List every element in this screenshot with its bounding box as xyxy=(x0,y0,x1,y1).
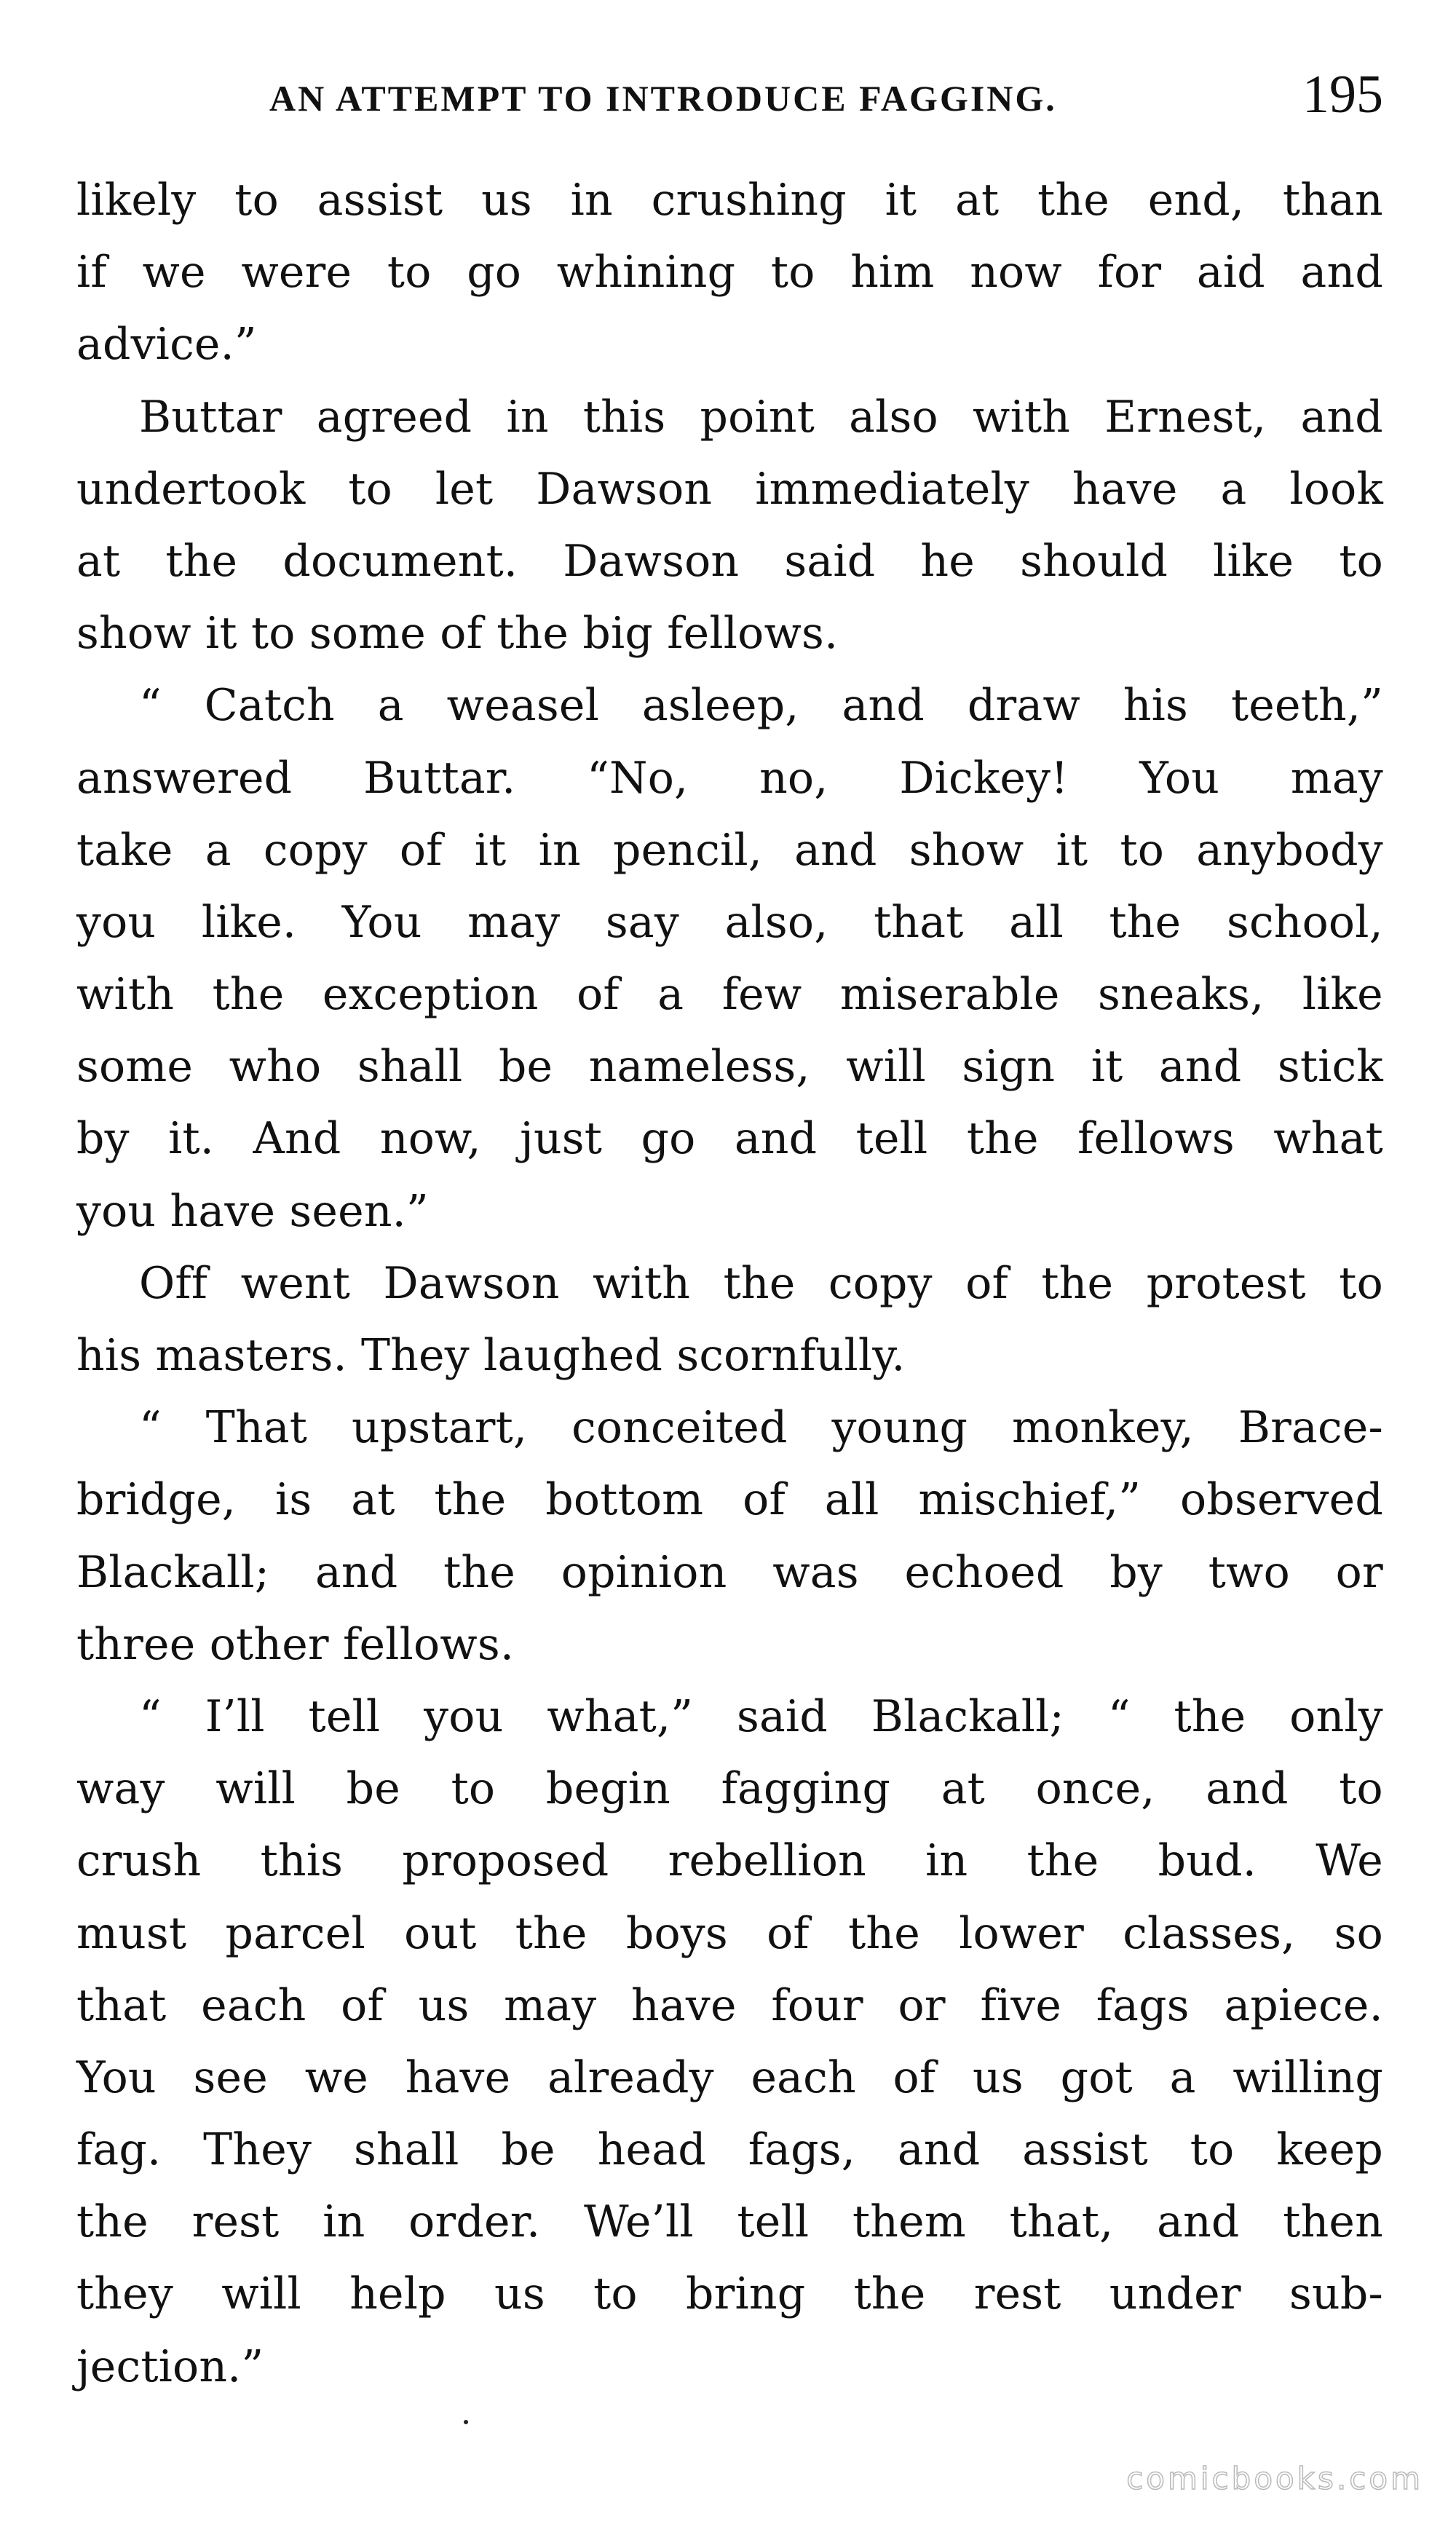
word: Buttar. xyxy=(363,752,516,804)
word: upstart, xyxy=(351,1402,528,1454)
word: at xyxy=(955,175,1000,226)
word: out xyxy=(404,1907,477,1959)
word: by xyxy=(1109,1546,1163,1598)
word: the xyxy=(212,969,285,1021)
word: each xyxy=(751,2052,856,2103)
word: what,” xyxy=(547,1690,694,1742)
word: may xyxy=(467,896,561,948)
word: bridge, xyxy=(76,1474,237,1526)
text-line xyxy=(76,887,1383,959)
word: Blackall; xyxy=(871,1690,1064,1742)
word: mischief,” xyxy=(918,1474,1142,1526)
word: may xyxy=(1290,752,1383,804)
word: he xyxy=(920,535,975,587)
word: be xyxy=(498,1041,553,1093)
word: with xyxy=(973,391,1071,443)
text-line xyxy=(76,1537,1383,1609)
word: “No, xyxy=(587,752,689,804)
word: a xyxy=(1169,2052,1196,2103)
word: or xyxy=(1335,1546,1383,1598)
word: opinion xyxy=(561,1546,727,1598)
word: they xyxy=(76,2268,173,2320)
word: miserable xyxy=(839,969,1060,1021)
word: immediately xyxy=(755,463,1029,515)
word: to xyxy=(593,2268,638,2320)
word: young xyxy=(831,1402,968,1454)
running-head xyxy=(269,64,1383,130)
text-line: advice.” xyxy=(76,319,257,371)
word: that xyxy=(874,896,964,948)
word: each xyxy=(201,1979,306,2031)
word: monkey, xyxy=(1012,1402,1194,1454)
word: and xyxy=(1158,1041,1242,1093)
word: Brace- xyxy=(1238,1402,1383,1454)
word: to xyxy=(1190,2124,1235,2176)
word: weasel xyxy=(446,680,599,732)
text-line xyxy=(76,2258,1383,2330)
word: to xyxy=(348,463,392,515)
word: and xyxy=(1157,2196,1240,2248)
word: nameless, xyxy=(588,1041,810,1093)
word: got xyxy=(1060,2052,1133,2103)
word: a xyxy=(1220,463,1247,515)
word: fags xyxy=(1096,1979,1190,2031)
ink-speck xyxy=(464,2420,468,2424)
word: bud. xyxy=(1158,1835,1257,1887)
word: than xyxy=(1282,175,1383,226)
word: and xyxy=(314,1546,398,1598)
word: must xyxy=(76,1907,187,1959)
word: of xyxy=(743,1474,786,1526)
word: We’ll xyxy=(583,2196,694,2248)
word: by xyxy=(76,1113,130,1165)
word: echoed xyxy=(904,1546,1064,1598)
text-line xyxy=(76,165,1383,237)
word: point xyxy=(700,391,815,443)
word: Dawson xyxy=(563,535,740,587)
word: parcel xyxy=(225,1907,365,1959)
word: now xyxy=(970,247,1062,298)
text-line xyxy=(76,1825,1383,1897)
text-line xyxy=(76,1248,1383,1320)
word: undertook xyxy=(76,463,306,515)
word: the xyxy=(1109,896,1182,948)
word: anybody xyxy=(1196,824,1383,876)
word: if xyxy=(76,247,107,298)
word: should xyxy=(1020,535,1168,587)
word: bottom xyxy=(545,1474,704,1526)
word: of xyxy=(893,2052,936,2103)
word: once, xyxy=(1035,1763,1155,1815)
word: in xyxy=(538,824,581,876)
word: Blackall; xyxy=(76,1546,270,1598)
word: shall xyxy=(357,1041,463,1093)
word: sign xyxy=(962,1041,1056,1093)
word: lower xyxy=(959,1907,1085,1959)
word: end, xyxy=(1147,175,1245,226)
word: Dawson xyxy=(536,463,713,515)
word: teeth,” xyxy=(1230,680,1383,732)
word: go xyxy=(641,1113,696,1165)
word: head xyxy=(597,2124,706,2176)
word: under xyxy=(1109,2268,1241,2320)
word: that, xyxy=(1009,2196,1114,2248)
word: “ xyxy=(1107,1690,1131,1742)
word: assist xyxy=(317,175,443,226)
word: tell xyxy=(308,1690,381,1742)
page-number: 195 xyxy=(1302,65,1383,124)
word: what xyxy=(1273,1113,1383,1165)
word: and xyxy=(1300,247,1383,298)
body-text xyxy=(76,165,1383,2403)
text-line xyxy=(76,2186,1383,2258)
word: the xyxy=(443,1546,515,1598)
word: pencil, xyxy=(613,824,763,876)
word: document. xyxy=(282,535,518,587)
text-line xyxy=(76,1031,1383,1103)
watermark: comicbooks.com xyxy=(1126,2461,1423,2496)
word: the xyxy=(434,1474,507,1526)
word: and xyxy=(897,2124,981,2176)
running-title: AN ATTEMPT TO INTRODUCE FAGGING. xyxy=(269,78,1057,119)
word: take xyxy=(76,824,173,876)
word: that xyxy=(76,1979,167,2031)
word: and xyxy=(842,680,925,732)
word: it xyxy=(885,175,917,226)
word: this xyxy=(260,1835,344,1887)
word: rebellion xyxy=(668,1835,866,1887)
text-line xyxy=(76,1464,1383,1536)
word: conceited xyxy=(571,1402,788,1454)
word: And xyxy=(253,1113,341,1165)
word: likely xyxy=(76,175,197,226)
word: will xyxy=(221,2268,301,2320)
word: let xyxy=(435,463,494,515)
word: it xyxy=(474,824,507,876)
word: like. xyxy=(201,896,297,948)
word: agreed xyxy=(316,391,472,443)
word: proposed xyxy=(402,1835,609,1887)
word: him xyxy=(850,247,935,298)
word: with xyxy=(593,1257,691,1309)
word: them xyxy=(852,2196,966,2248)
word: to xyxy=(451,1763,496,1815)
word: stick xyxy=(1277,1041,1383,1093)
word: the xyxy=(1026,1835,1099,1887)
word: few xyxy=(721,969,802,1021)
word: for xyxy=(1097,247,1162,298)
word: was xyxy=(772,1546,859,1598)
word: Dickey! xyxy=(899,752,1069,804)
word: We xyxy=(1315,1835,1383,1887)
word: then xyxy=(1283,2196,1383,2248)
word: all xyxy=(824,1474,879,1526)
word: you xyxy=(76,896,157,948)
word: in xyxy=(506,391,549,443)
word: the xyxy=(966,1113,1039,1165)
text-line: you have seen.” xyxy=(76,1185,429,1237)
word: like xyxy=(1213,535,1294,587)
word: have xyxy=(1072,463,1178,515)
word: asleep, xyxy=(641,680,799,732)
word: and xyxy=(734,1113,818,1165)
text-line xyxy=(76,2114,1383,2186)
word: five xyxy=(980,1979,1062,2031)
word: who xyxy=(229,1041,322,1093)
word: is xyxy=(274,1474,312,1526)
text-line xyxy=(76,1681,1383,1753)
word: and xyxy=(1300,391,1383,443)
word: “ xyxy=(139,1402,162,1454)
word: crush xyxy=(76,1835,202,1887)
word: to xyxy=(770,247,815,298)
word: help xyxy=(349,2268,446,2320)
word: assist xyxy=(1022,2124,1148,2176)
word: you xyxy=(424,1690,504,1742)
word: say xyxy=(605,896,679,948)
word: and xyxy=(1206,1763,1289,1815)
word: Buttar xyxy=(139,391,282,443)
word: it. xyxy=(168,1113,215,1165)
word: the xyxy=(723,1257,796,1309)
text-line xyxy=(76,381,1383,454)
word: said xyxy=(736,1690,828,1742)
word: said xyxy=(784,535,876,587)
word: like xyxy=(1302,969,1383,1021)
word: copy xyxy=(828,1257,933,1309)
text-line: show it to some of the big fellows. xyxy=(76,608,839,660)
word: show xyxy=(909,824,1024,876)
word: sub- xyxy=(1289,2268,1383,2320)
word: You xyxy=(76,2052,157,2103)
word: this xyxy=(582,391,666,443)
word: to xyxy=(387,247,432,298)
word: boys xyxy=(625,1907,728,1959)
word: of xyxy=(767,1907,810,1959)
text-line xyxy=(76,743,1383,815)
word: rest xyxy=(973,2268,1061,2320)
word: copy xyxy=(263,824,368,876)
word: of xyxy=(399,824,443,876)
word: four xyxy=(771,1979,863,2031)
word: fags, xyxy=(748,2124,855,2176)
text-line xyxy=(76,815,1383,887)
word: to xyxy=(1339,1763,1383,1815)
word: us xyxy=(973,2052,1024,2103)
word: the xyxy=(1174,1690,1246,1742)
word: only xyxy=(1289,1690,1383,1742)
word: shall xyxy=(353,2124,459,2176)
word: of xyxy=(965,1257,1008,1309)
word: so xyxy=(1334,1907,1383,1959)
text-line xyxy=(76,1392,1383,1464)
word: fag. xyxy=(76,2124,162,2176)
word: fagging xyxy=(721,1763,891,1815)
word: we xyxy=(304,2052,368,2103)
word: of xyxy=(341,1979,384,2031)
word: in xyxy=(323,2196,365,2248)
word: begin xyxy=(545,1763,670,1815)
text-line xyxy=(76,2042,1383,2114)
word: exception xyxy=(322,969,539,1021)
text-line xyxy=(76,237,1383,309)
word: answered xyxy=(76,752,293,804)
word: fellows xyxy=(1077,1113,1235,1165)
text-line xyxy=(76,526,1383,598)
word: a xyxy=(205,824,232,876)
text-line: his masters. They laughed scornfully. xyxy=(76,1330,906,1381)
word: it xyxy=(1091,1041,1123,1093)
word: were xyxy=(241,247,352,298)
word: observed xyxy=(1180,1474,1383,1526)
word: may xyxy=(504,1979,597,2031)
word: with xyxy=(76,969,175,1021)
word: the xyxy=(848,1907,920,1959)
word: just xyxy=(520,1113,603,1165)
word: the xyxy=(165,535,238,587)
word: bring xyxy=(686,2268,806,2320)
word: in xyxy=(570,175,613,226)
word: sneaks, xyxy=(1098,969,1265,1021)
word: protest xyxy=(1146,1257,1306,1309)
word: in xyxy=(925,1835,968,1887)
word: Dawson xyxy=(383,1257,560,1309)
word: his xyxy=(1123,680,1189,732)
word: it xyxy=(1056,824,1088,876)
word: will xyxy=(846,1041,926,1093)
word: at xyxy=(76,535,121,587)
word: us xyxy=(418,1979,470,2031)
word: tell xyxy=(737,2196,810,2248)
word: have xyxy=(631,1979,737,2031)
word: the xyxy=(1037,175,1109,226)
word: also, xyxy=(724,896,828,948)
word: the xyxy=(853,2268,926,2320)
word: Off xyxy=(139,1257,208,1309)
word: a xyxy=(377,680,404,732)
word: school, xyxy=(1226,896,1383,948)
word: They xyxy=(203,2124,312,2176)
word: rest xyxy=(191,2196,280,2248)
word: already xyxy=(547,2052,714,2103)
word: to xyxy=(1339,535,1383,587)
text-line xyxy=(76,670,1383,742)
word: Ernest, xyxy=(1104,391,1267,443)
word: us xyxy=(481,175,532,226)
word: tell xyxy=(855,1113,928,1165)
word: and xyxy=(794,824,877,876)
word: “ xyxy=(139,680,162,732)
word: way xyxy=(76,1763,165,1815)
word: crushing xyxy=(651,175,847,226)
word: classes, xyxy=(1123,1907,1296,1959)
word: willing xyxy=(1233,2052,1383,2103)
word: two xyxy=(1208,1546,1290,1598)
word: us xyxy=(494,2268,545,2320)
text-line xyxy=(76,1970,1383,2042)
word: apiece. xyxy=(1224,1979,1383,2031)
word: whining xyxy=(556,247,736,298)
text-line xyxy=(76,1898,1383,1970)
word: some xyxy=(76,1041,194,1093)
word: all xyxy=(1009,896,1064,948)
word: That xyxy=(205,1402,308,1454)
word: see xyxy=(193,2052,268,2103)
word: aid xyxy=(1196,247,1265,298)
word: have xyxy=(405,2052,511,2103)
word: to xyxy=(1120,824,1165,876)
word: “ xyxy=(139,1690,162,1742)
word: no, xyxy=(759,752,828,804)
text-line xyxy=(76,454,1383,526)
word: now, xyxy=(379,1113,481,1165)
word: to xyxy=(1339,1257,1383,1309)
word: be xyxy=(346,1763,400,1815)
word: went xyxy=(240,1257,351,1309)
word: the xyxy=(515,1907,587,1959)
word: the xyxy=(1041,1257,1114,1309)
word: at xyxy=(941,1763,985,1815)
word: look xyxy=(1289,463,1383,515)
word: to xyxy=(234,175,279,226)
word: be xyxy=(501,2124,555,2176)
word: You xyxy=(341,896,422,948)
text-line xyxy=(76,1103,1383,1175)
text-line xyxy=(76,959,1383,1031)
word: or xyxy=(898,1979,946,2031)
word: You xyxy=(1139,752,1220,804)
word: the xyxy=(76,2196,149,2248)
word: will xyxy=(215,1763,296,1815)
word: at xyxy=(351,1474,395,1526)
word: of xyxy=(577,969,620,1021)
text-line: jection.” xyxy=(76,2341,264,2392)
word: a xyxy=(657,969,684,1021)
word: keep xyxy=(1276,2124,1383,2176)
word: I’ll xyxy=(205,1690,265,1742)
word: we xyxy=(142,247,206,298)
word: go xyxy=(467,247,522,298)
word: Catch xyxy=(204,680,335,732)
word: draw xyxy=(967,680,1080,732)
text-line: three other fellows. xyxy=(76,1618,515,1670)
text-line xyxy=(76,1753,1383,1825)
word: order. xyxy=(408,2196,541,2248)
word: also xyxy=(849,391,938,443)
